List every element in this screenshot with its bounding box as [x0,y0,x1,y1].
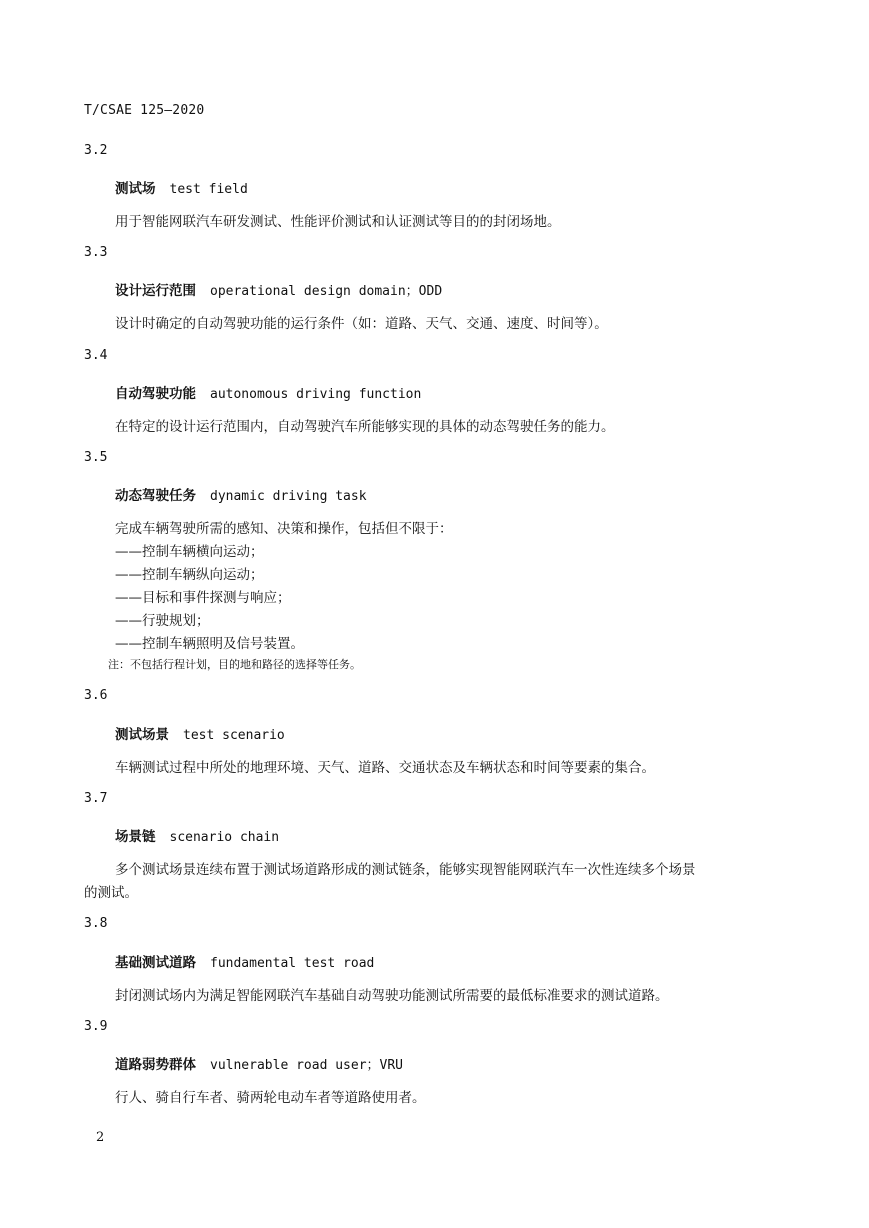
list-item: ——控制车辆横向运动； [115,544,264,560]
list-item: ——行驶规划； [115,613,210,629]
term-definition: 用于智能网联汽车研发测试、性能评价测试和认证测试等目的的封闭场地。 [115,214,561,230]
term-definition: 设计时确定的自动驾驶功能的运行条件（如：道路、天气、交通、速度、时间等）。 [115,316,608,332]
term-en: fundamental test road [210,956,375,971]
term-zh: 基础测试道路 [115,955,196,971]
term-zh: 设计运行范围 [115,283,196,299]
term-en: autonomous driving function [210,387,422,402]
page-number: 2 [96,1130,105,1145]
list-item: ——目标和事件探测与响应； [115,590,291,606]
term-en: vulnerable road user；VRU [210,1058,404,1073]
term-title [115,279,442,299]
term-definition: 多个测试场景连续布置于测试场道路形成的测试链条，能够实现智能网联汽车一次性连续多个场景 [115,862,696,878]
term-title [115,825,279,845]
term-zh: 动态驾驶任务 [115,488,196,504]
term-definition: 车辆测试过程中所处的地理环境、天气、道路、交通状态及车辆状态和时间等要素的集合。 [115,760,655,776]
term-title [115,723,285,743]
term-title [115,484,367,504]
section-number: 3.2 [84,143,108,158]
section-number: 3.9 [84,1019,108,1034]
term-zh: 场景链 [115,829,156,845]
term-title [115,1053,403,1073]
term-zh: 自动驾驶功能 [115,386,196,402]
document-header: T/CSAE 125—2020 [84,103,205,118]
term-definition: 封闭测试场内为满足智能网联汽车基础自动驾驶功能测试所需要的最低标准要求的测试道路。 [115,988,669,1004]
term-definition: 行人、骑自行车者、骑两轮电动车者等道路使用者。 [115,1090,426,1106]
section-number: 3.5 [84,450,108,465]
term-definition: 完成车辆驾驶所需的感知、决策和操作，包括但不限于： [115,521,453,537]
term-en: test scenario [183,728,285,743]
term-en: scenario chain [169,830,280,845]
section-number: 3.4 [84,348,108,363]
term-en: test field [169,182,248,197]
section-number: 3.3 [84,245,108,260]
term-note: 注：不包括行程计划，目的地和路径的选择等任务。 [108,658,361,671]
section-number: 3.6 [84,688,108,703]
list-item: ——控制车辆纵向运动； [115,567,264,583]
term-definition-continued: 的测试。 [84,885,138,901]
term-zh: 测试场景 [115,727,169,743]
term-en: operational design domain；ODD [210,284,443,299]
section-number: 3.8 [84,916,108,931]
term-zh: 测试场 [115,181,156,197]
list-item: ——控制车辆照明及信号装置。 [115,636,304,652]
term-en: dynamic driving task [210,489,367,504]
term-title [115,951,374,971]
section-number: 3.7 [84,791,108,806]
term-definition: 在特定的设计运行范围内，自动驾驶汽车所能够实现的具体的动态驾驶任务的能力。 [115,419,615,435]
term-title [115,382,421,402]
term-zh: 道路弱势群体 [115,1057,196,1073]
term-title [115,177,248,197]
